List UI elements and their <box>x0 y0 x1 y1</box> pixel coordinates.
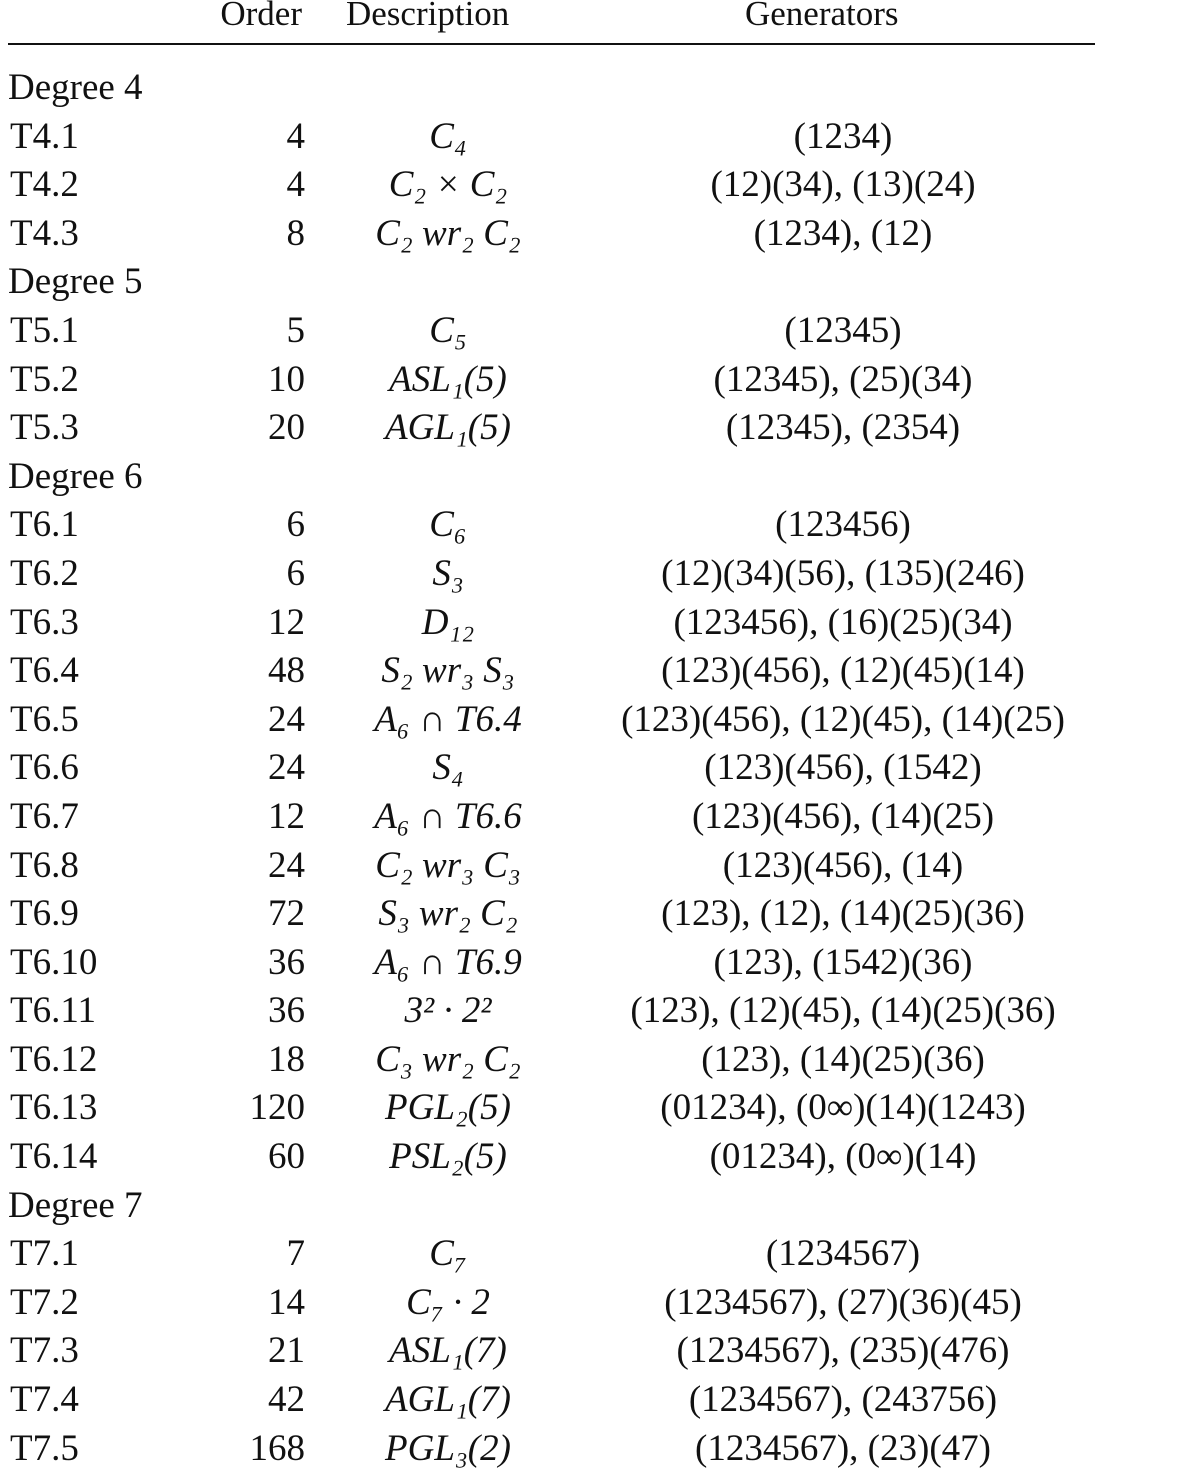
group-name-cell: T6.14 <box>10 1136 98 1178</box>
generators-cell: (123456) <box>775 504 911 546</box>
order-cell: 48 <box>268 650 305 692</box>
order-cell: 24 <box>268 747 305 789</box>
generators-cell: (123), (12)(45), (14)(25)(36) <box>630 990 1056 1032</box>
table-row <box>8 601 1095 650</box>
generators-cell: (1234567), (27)(36)(45) <box>664 1281 1022 1323</box>
table-row <box>8 892 1095 941</box>
generators-cell: (123)(456), (14)(25) <box>691 795 995 837</box>
group-name-cell: T7.3 <box>10 1330 79 1372</box>
degree-group-label <box>8 1184 1095 1233</box>
order-cell: 14 <box>268 1281 305 1323</box>
table-row <box>8 1038 1095 1087</box>
generators-cell: (123456), (16)(25)(34) <box>673 601 1013 643</box>
description-cell: PGL₃(2) <box>385 1427 511 1469</box>
order-cell: 18 <box>268 1038 305 1080</box>
group-name-cell: T7.4 <box>10 1379 79 1421</box>
description-cell: C₂ wr₃ C₃ <box>375 844 521 886</box>
order-cell: 60 <box>268 1136 305 1178</box>
group-label-text: Degree 4 <box>8 67 143 108</box>
group-name-cell: T6.13 <box>10 1087 98 1129</box>
group-name-cell: T6.1 <box>10 504 79 546</box>
order-cell: 4 <box>286 115 305 157</box>
description-cell: ASL₁(7) <box>389 1330 507 1372</box>
group-name-cell: T6.6 <box>10 747 79 789</box>
order-cell: 8 <box>286 212 305 254</box>
group-label-text: Degree 6 <box>8 455 143 497</box>
header-description: Description <box>346 0 510 33</box>
description-cell: C₇ <box>429 1233 467 1275</box>
generators-cell: (123), (1542)(36) <box>713 941 973 983</box>
table-row <box>8 1086 1095 1135</box>
order-cell: 20 <box>268 407 305 449</box>
generators-cell: (1234), (12) <box>753 212 933 254</box>
generators-cell: (123)(456), (14) <box>722 844 964 886</box>
group-name-cell: T6.5 <box>10 698 79 740</box>
table-row <box>8 406 1095 455</box>
group-name-cell: T7.5 <box>10 1427 79 1469</box>
order-cell: 5 <box>286 309 305 351</box>
order-cell: 4 <box>286 164 305 206</box>
description-cell: PGL₂(5) <box>385 1087 511 1129</box>
table-body <box>8 66 1095 1475</box>
description-cell: AGL₁(5) <box>385 407 511 449</box>
description-cell: S₃ wr₂ C₂ <box>378 893 518 935</box>
description-cell: C₇ · 2 <box>406 1281 490 1323</box>
generators-cell: (123), (12), (14)(25)(36) <box>661 893 1025 935</box>
description-cell: C₄ <box>429 115 467 157</box>
group-name-cell: T6.11 <box>10 990 96 1032</box>
table-header <box>8 0 1095 34</box>
generators-cell: (12345), (2354) <box>725 407 961 449</box>
order-cell: 24 <box>268 844 305 886</box>
description-cell: C₅ <box>429 309 467 351</box>
generators-cell: (123)(456), (1542) <box>704 747 982 789</box>
group-name-cell: T5.2 <box>10 358 79 400</box>
group-name-cell: T6.10 <box>10 941 98 983</box>
table-row <box>8 1135 1095 1184</box>
table-row <box>8 503 1095 552</box>
order-cell: 12 <box>268 795 305 837</box>
order-cell: 72 <box>268 893 305 935</box>
generators-cell: (12345) <box>784 309 902 351</box>
description-cell: S₂ wr₃ S₃ <box>381 650 515 692</box>
group-label-text: Degree 5 <box>8 261 143 303</box>
order-cell: 36 <box>268 990 305 1032</box>
description-cell: C₃ wr₂ C₂ <box>375 1038 521 1080</box>
group-name-cell: T7.2 <box>10 1281 79 1323</box>
description-cell: S₃ <box>432 552 464 594</box>
description-cell: 3² · 2² <box>404 990 492 1032</box>
group-name-cell: T4.3 <box>10 212 79 254</box>
description-cell: A₆ ∩ T6.9 <box>374 941 522 983</box>
header-rule <box>8 43 1095 45</box>
generators-cell: (123), (14)(25)(36) <box>701 1038 985 1080</box>
generators-cell: (12)(34), (13)(24) <box>710 164 976 206</box>
order-cell: 42 <box>268 1379 305 1421</box>
group-name-cell: T6.9 <box>10 893 79 935</box>
table-row <box>8 1281 1095 1330</box>
order-cell: 21 <box>268 1330 305 1372</box>
description-cell: AGL₁(7) <box>385 1379 511 1421</box>
table-row <box>8 746 1095 795</box>
group-name-cell: T7.1 <box>10 1233 79 1275</box>
order-cell: 7 <box>286 1233 305 1275</box>
table-row <box>8 941 1095 990</box>
generators-cell: (12)(34)(56), (135)(246) <box>661 552 1025 594</box>
description-cell: C₆ <box>429 504 467 546</box>
table-row <box>8 844 1095 893</box>
description-cell: ASL₁(5) <box>389 358 507 400</box>
header-order: Order <box>220 0 302 33</box>
table-row <box>8 649 1095 698</box>
table-row <box>8 795 1095 844</box>
description-cell: C₂ × C₂ <box>388 164 508 206</box>
group-name-cell: T6.4 <box>10 650 79 692</box>
description-cell: S₄ <box>432 747 464 789</box>
generators-cell: (1234) <box>793 115 893 157</box>
degree-group-label <box>8 260 1095 309</box>
group-label-text: Degree 7 <box>8 1184 143 1226</box>
generators-cell: (123)(456), (12)(45), (14)(25) <box>621 698 1065 740</box>
order-cell: 168 <box>249 1427 305 1469</box>
group-name-cell: T4.2 <box>10 164 79 206</box>
group-name-cell: T6.8 <box>10 844 79 886</box>
order-cell: 10 <box>268 358 305 400</box>
generators-cell: (1234567), (243756) <box>688 1379 998 1421</box>
order-cell: 120 <box>249 1087 305 1129</box>
table-row <box>8 309 1095 358</box>
generators-cell: (01234), (0∞)(14) <box>709 1136 977 1178</box>
table-row <box>8 163 1095 212</box>
group-name-cell: T5.1 <box>10 309 79 351</box>
generators-cell: (123)(456), (12)(45)(14) <box>661 650 1025 692</box>
degree-group-label <box>8 66 1095 115</box>
group-name-cell: T4.1 <box>10 115 79 157</box>
order-cell: 12 <box>268 601 305 643</box>
group-name-cell: T6.12 <box>10 1038 98 1080</box>
table-row <box>8 1427 1095 1475</box>
table-row <box>8 1232 1095 1281</box>
description-cell: A₆ ∩ T6.4 <box>374 698 522 740</box>
description-cell: D₁₂ <box>421 601 475 643</box>
order-cell: 6 <box>286 504 305 546</box>
description-cell: C₂ wr₂ C₂ <box>375 212 521 254</box>
table-row <box>8 212 1095 261</box>
transitive-groups-table <box>8 0 1095 1469</box>
description-cell: PSL₂(5) <box>389 1136 507 1178</box>
table-row <box>8 989 1095 1038</box>
generators-cell: (01234), (0∞)(14)(1243) <box>660 1087 1026 1129</box>
generators-cell: (1234567), (23)(47) <box>695 1427 991 1469</box>
order-cell: 6 <box>286 552 305 594</box>
order-cell: 36 <box>268 941 305 983</box>
generators-cell: (1234567), (235)(476) <box>676 1330 1010 1372</box>
table-row <box>8 358 1095 407</box>
description-cell: A₆ ∩ T6.6 <box>374 795 522 837</box>
group-name-cell: T6.3 <box>10 601 79 643</box>
group-name-cell: T6.7 <box>10 795 79 837</box>
degree-group-label <box>8 455 1095 504</box>
table-row <box>8 698 1095 747</box>
group-name-cell: T6.2 <box>10 552 79 594</box>
table-row <box>8 552 1095 601</box>
generators-cell: (1234567) <box>765 1233 921 1275</box>
group-name-cell: T5.3 <box>10 407 79 449</box>
table-row <box>8 1378 1095 1427</box>
table-row <box>8 115 1095 164</box>
generators-cell: (12345), (25)(34) <box>713 358 973 400</box>
header-generators: Generators <box>745 0 899 33</box>
order-cell: 24 <box>268 698 305 740</box>
table-row <box>8 1329 1095 1378</box>
